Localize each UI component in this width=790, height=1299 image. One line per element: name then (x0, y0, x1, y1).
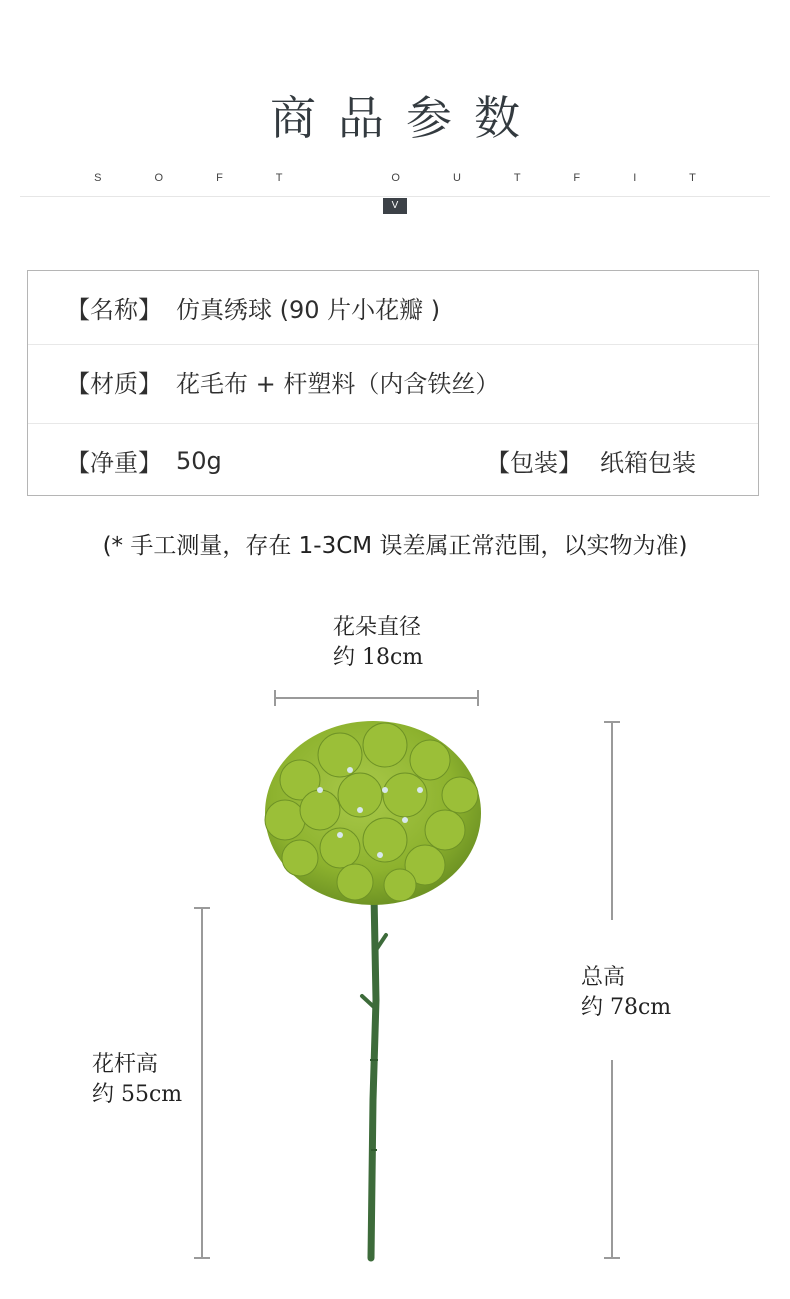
total-height-text (581, 963, 671, 1023)
spec-label-package: 【包装】 (486, 449, 582, 477)
spec-value-weight: 50g (176, 446, 222, 475)
stem-height-text (92, 1050, 182, 1110)
flower-diameter-value: 约 18cm (333, 645, 424, 670)
spec-label-name: 【名称】 (66, 296, 162, 324)
page-title: 商品参数 (270, 91, 542, 145)
stem-height-value: 约 55cm (92, 1082, 183, 1107)
stem-height-label: 花杆高 (92, 1052, 159, 1077)
spec-value-material: 花毛布 + 杆塑料（内含铁丝） (176, 370, 500, 398)
spec-label-material: 【材质】 (66, 370, 162, 398)
stem-height-measure-line (194, 908, 210, 1258)
flower-diameter-text (333, 613, 423, 673)
spec-value-package: 纸箱包装 (600, 449, 696, 477)
total-height-label: 总高 (581, 965, 626, 990)
flower-diameter-label: 花朵直径 (333, 615, 422, 640)
diameter-measure-line (275, 690, 478, 706)
spec-value-name: 仿真绣球 (90 片小花瓣 ) (176, 296, 441, 324)
page-subtitle: S O F T O U T F I T (94, 172, 721, 184)
spec-label-weight: 【净重】 (66, 449, 162, 477)
measurement-note: (* 手工测量，存在 1-3CM 误差属正常范围，以实物为准) (102, 533, 688, 559)
hydrangea-flower-head (265, 721, 481, 905)
chevron-down-icon: V (383, 198, 407, 214)
total-height-value: 约 78cm (581, 995, 672, 1020)
flower-stem (362, 895, 386, 1258)
